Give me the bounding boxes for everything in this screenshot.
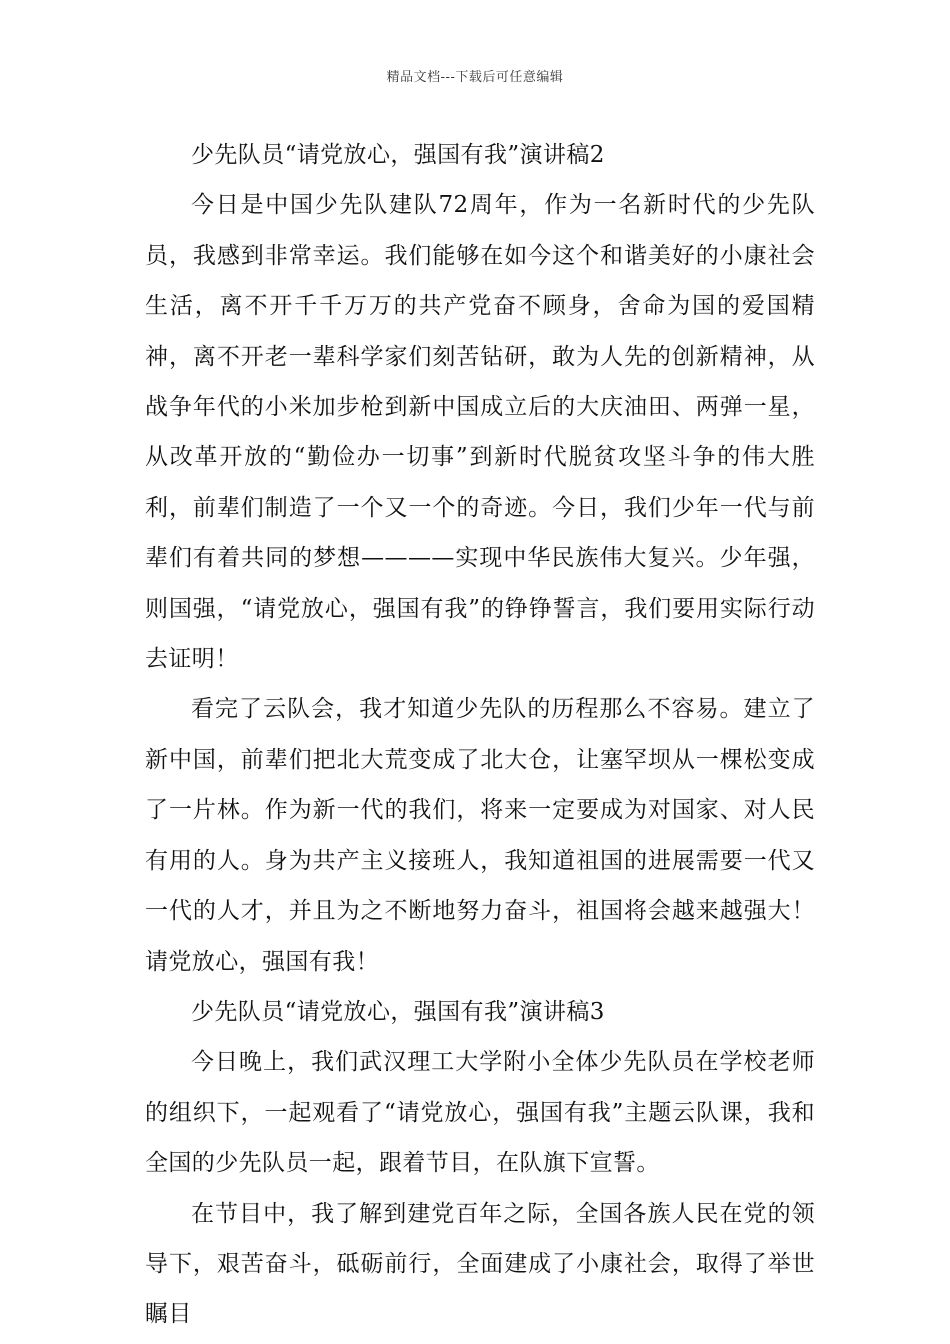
document-body [145,130,815,1340]
page-header: 精品文档---下载后可任意编辑 [386,70,564,85]
paragraph-1: 今日是中国少先队建队72周年，作为一名新时代的少先队员，我感到非常幸运。我们能够在如今这个和谐美好的小康社会生活，离不开千千万万的共产党奋不顾身，舍命为国的爱国精神，离不开老一辈科学家们刻苦钻研，敢为人先的创新精神，从战争年代的小米加步枪到新中国成立后的大庆油田、两弹一星，从改革开放的“勤俭办一切事”到新时代脱贫攻坚斗争的伟大胜利，前辈们制造了一个又一个的奇迹。今日，我们少年一代与前辈们有着共同的梦想————实现中华民族伟大复兴。少年强，则国强，“请党放心，强国有我”的铮铮誓言，我们要用实际行动去证明！ [145,192,815,673]
speech-title-2: 少先队员“请党放心，强国有我”演讲稿2 [191,142,605,168]
paragraph-3: 今日晚上，我们武汉理工大学附小全体少先队员在学校老师的组织下，一起观看了“请党放心，强国有我”主题云队课，我和全国的少先队员一起，跟着节目，在队旗下宣誓。 [145,1049,815,1177]
speech-title-3: 少先队员“请党放心，强国有我”演讲稿3 [191,998,605,1025]
paragraph-4: 在节目中，我了解到建党百年之际，全国各族人民在党的领导下，艰苦奋斗，砥砺前行，全面建成了小康社会，取得了举世瞩目 [145,1200,815,1328]
paragraph-2: 看完了云队会，我才知道少先队的历程那么不容易。建立了新中国，前辈们把北大荒变成了北大仓，让塞罕坝从一棵松变成了一片林。作为新一代的我们，将来一定要成为对国家、对人民有用的人。身为共产主义接班人，我知道祖国的进展需要一代又一代的人才，并且为之不断地努力奋斗，祖国将会越来越强大！请党放心，强国有我！ [145,696,815,975]
